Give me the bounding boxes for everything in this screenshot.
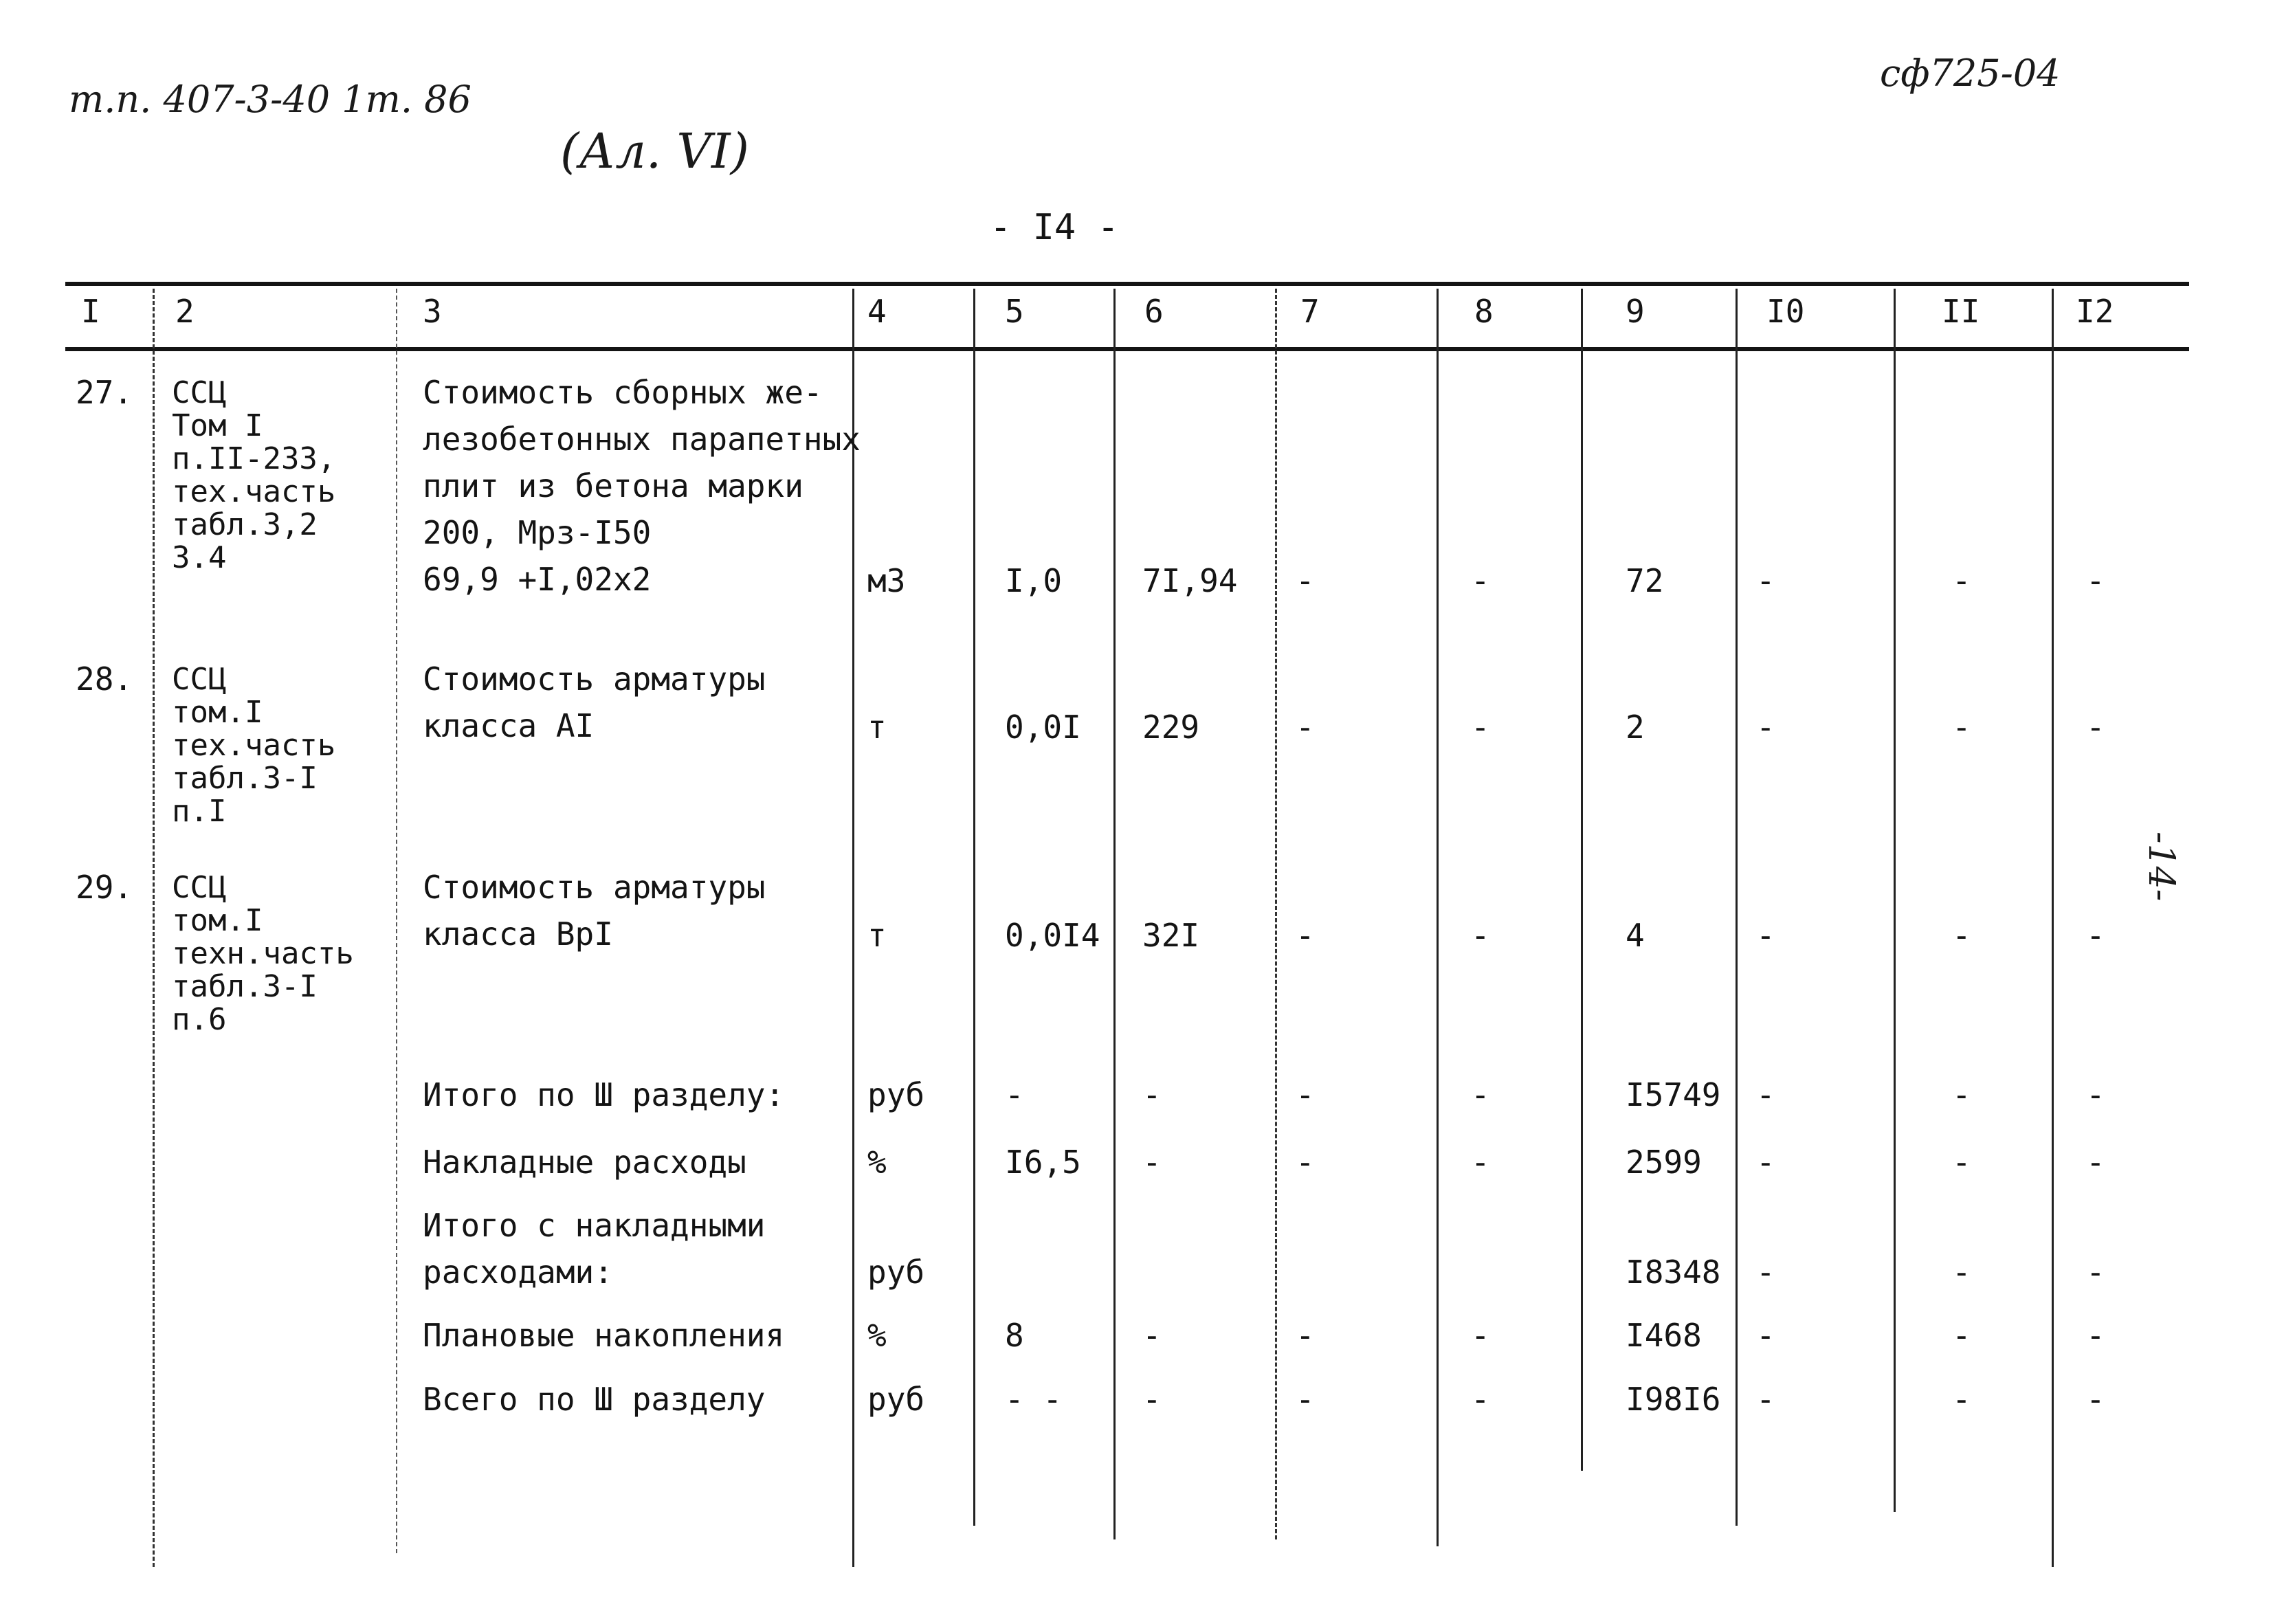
reference-line: ССЦ <box>172 870 227 905</box>
work-description <box>423 374 861 610</box>
unit-cell: руб <box>867 1381 925 1418</box>
reference-line: том.I <box>172 695 263 730</box>
quantity-cell: 0,0I <box>1005 709 1081 746</box>
doc-ref-left: т.п. 407-3-40 1т. 86 <box>69 78 472 121</box>
source-reference <box>172 870 354 1038</box>
column-7-cell: - <box>1296 917 1315 954</box>
column-divider <box>973 289 975 1526</box>
page-number: - I4 - <box>990 207 1119 248</box>
column-divider <box>1113 289 1116 1539</box>
total-cost-cell: I468 <box>1626 1317 1702 1354</box>
reference-line: том.I <box>172 903 263 938</box>
column-8-cell: - <box>1471 1144 1490 1181</box>
column-12-cell: - <box>2086 562 2105 599</box>
column-10-cell: - <box>1756 1317 1775 1354</box>
column-header: 5 <box>1005 293 1024 330</box>
column-header: I0 <box>1766 293 1805 330</box>
column-8-cell: - <box>1471 1076 1490 1113</box>
unit-price-cell: - <box>1142 1317 1162 1354</box>
column-10-cell: - <box>1756 1381 1775 1418</box>
source-reference <box>172 375 336 576</box>
row-number: 28. <box>76 660 133 698</box>
column-header: 6 <box>1144 293 1164 330</box>
column-divider <box>2052 289 2054 1567</box>
column-divider <box>1736 289 1738 1526</box>
reference-line: Том I <box>172 408 263 443</box>
column-divider <box>153 289 155 1567</box>
summary-label: Всего по Ш разделу <box>423 1381 766 1418</box>
unit-price-cell: - <box>1142 1381 1162 1418</box>
unit-cell: руб <box>867 1254 925 1291</box>
reference-line: табл.3,2 <box>172 507 318 542</box>
work-description <box>423 660 766 757</box>
reference-line: п.6 <box>172 1002 227 1037</box>
column-12-cell: - <box>2086 1144 2105 1181</box>
unit-cell: т <box>867 917 887 954</box>
column-12-cell: - <box>2086 917 2105 954</box>
unit-price-cell: 32I <box>1142 917 1200 954</box>
reference-line: п.I <box>172 794 227 829</box>
column-10-cell: - <box>1756 562 1775 599</box>
quantity-cell: I,0 <box>1005 562 1063 599</box>
column-7-cell: - <box>1296 709 1315 746</box>
description-line: класса АI <box>423 707 595 744</box>
column-12-cell: - <box>2086 1076 2105 1113</box>
unit-price-cell: 7I,94 <box>1142 562 1238 599</box>
column-10-cell: - <box>1756 917 1775 954</box>
summary-label <box>423 1207 766 1303</box>
summary-label: Итого по Ш разделу: <box>423 1076 785 1113</box>
description-line: Стоимость сборных же- <box>423 374 823 411</box>
column-12-cell: - <box>2086 1381 2105 1418</box>
description-line: Стоимость арматуры <box>423 660 766 698</box>
source-reference <box>172 662 336 830</box>
summary-label-line: Итого с накладными <box>423 1207 766 1244</box>
column-header: 9 <box>1626 293 1645 330</box>
quantity-cell: - - <box>1005 1381 1063 1418</box>
unit-price-cell: - <box>1142 1144 1162 1181</box>
reference-line: п.II-233, <box>172 441 336 476</box>
description-line: 200, Мрз-I50 <box>423 514 652 551</box>
column-10-cell: - <box>1756 709 1775 746</box>
quantity-cell: - <box>1005 1076 1024 1113</box>
column-header: 2 <box>175 293 195 330</box>
reference-line: табл.3-I <box>172 969 318 1004</box>
doc-ref-right: сф725-04 <box>1880 52 2061 95</box>
column-divider <box>1894 289 1896 1512</box>
column-10-cell: - <box>1756 1076 1775 1113</box>
side-page-mark: -14- <box>2140 832 2182 902</box>
column-7-cell: - <box>1296 1076 1315 1113</box>
total-cost-cell: I5749 <box>1626 1076 1721 1113</box>
column-divider <box>1275 289 1277 1539</box>
work-description <box>423 871 766 965</box>
description-line: класса ВрI <box>423 915 613 953</box>
unit-cell: % <box>867 1317 887 1354</box>
column-11-cell: - <box>1952 1144 1971 1181</box>
reference-line: тех.часть <box>172 728 336 763</box>
description-line: плит из бетона марки <box>423 467 803 504</box>
total-cost-cell: 2 <box>1626 709 1645 746</box>
column-7-cell: - <box>1296 562 1315 599</box>
column-11-cell: - <box>1952 1254 1971 1291</box>
summary-label-line: расходами: <box>423 1254 613 1291</box>
row-number: 27. <box>76 374 133 411</box>
column-7-cell: - <box>1296 1144 1315 1181</box>
column-11-cell: - <box>1952 1317 1971 1354</box>
column-11-cell: - <box>1952 917 1971 954</box>
column-header: 7 <box>1300 293 1320 330</box>
column-divider <box>1581 289 1583 1471</box>
column-12-cell: - <box>2086 709 2105 746</box>
total-cost-cell: I98I6 <box>1626 1381 1721 1418</box>
column-7-cell: - <box>1296 1317 1315 1354</box>
column-header: 3 <box>423 293 442 330</box>
column-11-cell: - <box>1952 1076 1971 1113</box>
row-number: 29. <box>76 869 133 906</box>
column-header: I2 <box>2076 293 2114 330</box>
column-11-cell: - <box>1952 709 1971 746</box>
column-header: 4 <box>867 293 887 330</box>
table-header-rule <box>65 347 2189 351</box>
column-11-cell: - <box>1952 1381 1971 1418</box>
unit-price-cell: - <box>1142 1076 1162 1113</box>
column-10-cell: - <box>1756 1144 1775 1181</box>
unit-price-cell: 229 <box>1142 709 1200 746</box>
unit-cell: т <box>867 709 887 746</box>
column-header: 8 <box>1474 293 1494 330</box>
description-line: 69,9 +I,02х2 <box>423 561 652 598</box>
summary-label: Накладные расходы <box>423 1144 746 1181</box>
unit-cell: руб <box>867 1076 925 1113</box>
description-line: лезобетонных парапетных <box>423 421 861 458</box>
unit-cell: % <box>867 1144 887 1181</box>
quantity-cell: 0,0I4 <box>1005 917 1100 954</box>
reference-line: тех.часть <box>172 474 336 509</box>
column-8-cell: - <box>1471 709 1490 746</box>
summary-label: Плановые накопления <box>423 1317 785 1354</box>
column-8-cell: - <box>1471 562 1490 599</box>
column-8-cell: - <box>1471 1317 1490 1354</box>
total-cost-cell: 72 <box>1626 562 1664 599</box>
column-divider <box>1437 289 1439 1546</box>
total-cost-cell: 4 <box>1626 917 1645 954</box>
quantity-cell: 8 <box>1005 1317 1024 1354</box>
total-cost-cell: I8348 <box>1626 1254 1721 1291</box>
reference-line: ССЦ <box>172 662 227 697</box>
column-12-cell: - <box>2086 1254 2105 1291</box>
column-divider <box>396 289 397 1553</box>
quantity-cell: I6,5 <box>1005 1144 1081 1181</box>
column-7-cell: - <box>1296 1381 1315 1418</box>
reference-line: ССЦ <box>172 375 227 410</box>
reference-line: табл.3-I <box>172 761 318 796</box>
table-top-rule <box>65 282 2189 286</box>
description-line: Стоимость арматуры <box>423 869 766 906</box>
reference-line: техн.часть <box>172 936 354 971</box>
column-8-cell: - <box>1471 917 1490 954</box>
column-12-cell: - <box>2086 1317 2105 1354</box>
column-10-cell: - <box>1756 1254 1775 1291</box>
column-header: II <box>1942 293 1980 330</box>
column-header: I <box>81 293 100 330</box>
unit-cell: м3 <box>867 562 906 599</box>
reference-line: 3.4 <box>172 540 227 575</box>
total-cost-cell: 2599 <box>1626 1144 1702 1181</box>
column-11-cell: - <box>1952 562 1971 599</box>
column-8-cell: - <box>1471 1381 1490 1418</box>
album-label: (Ал. VI) <box>560 123 749 179</box>
